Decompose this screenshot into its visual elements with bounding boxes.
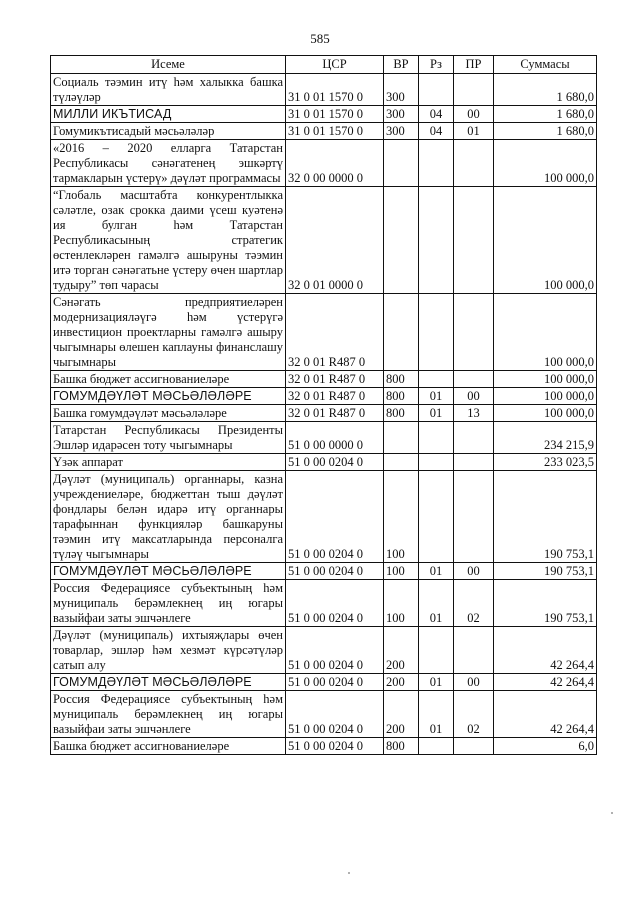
row-csr: 32 0 01 R487 0 bbox=[286, 405, 384, 422]
row-csr: 51 0 00 0000 0 bbox=[286, 422, 384, 454]
row-sum: 42 264,4 bbox=[494, 691, 597, 738]
row-pr bbox=[454, 627, 494, 674]
row-sum: 190 753,1 bbox=[494, 471, 597, 563]
row-csr: 51 0 00 0204 0 bbox=[286, 674, 384, 691]
row-csr: 31 0 01 1570 0 bbox=[286, 123, 384, 140]
budget-table bbox=[50, 55, 597, 755]
row-sum: 100 000,0 bbox=[494, 388, 597, 405]
row-sum: 1 680,0 bbox=[494, 74, 597, 106]
row-name: ГОМУМДӘҮЛӘТ МӘСЬӘЛӘЛӘРЕ bbox=[51, 563, 286, 580]
row-vr: 100 bbox=[384, 580, 419, 627]
header-sum: Суммасы bbox=[494, 56, 597, 74]
row-name: Социаль тәэмин итү һәм халыкка башка түләүләр bbox=[51, 74, 286, 106]
table-header-row bbox=[51, 56, 597, 74]
row-pr bbox=[454, 140, 494, 187]
row-vr bbox=[384, 294, 419, 371]
row-sum: 100 000,0 bbox=[494, 140, 597, 187]
row-rz: 01 bbox=[419, 563, 454, 580]
row-sum: 6,0 bbox=[494, 738, 597, 755]
row-name: Башка бюджет ассигнованиеләре bbox=[51, 371, 286, 388]
row-csr: 51 0 00 0204 0 bbox=[286, 563, 384, 580]
row-sum: 1 680,0 bbox=[494, 106, 597, 123]
row-sum: 100 000,0 bbox=[494, 405, 597, 422]
row-csr: 31 0 01 1570 0 bbox=[286, 106, 384, 123]
table-row bbox=[51, 674, 597, 691]
table-row bbox=[51, 405, 597, 422]
table-row bbox=[51, 738, 597, 755]
row-rz bbox=[419, 738, 454, 755]
table-row bbox=[51, 471, 597, 563]
row-rz: 01 bbox=[419, 691, 454, 738]
row-sum: 190 753,1 bbox=[494, 580, 597, 627]
row-name: “Глобаль масштабта конкурентлыкка сәләтле, озак срокка даими үсеш куәтенә ия булган һәм Татарстан Республикасының стратегик өстенлекләрен гамәлгә ашыруны тәэмин итә торган сәнәгатьне үстеру өчен шартлар тудыру” төп чарасы bbox=[51, 187, 286, 294]
row-sum: 100 000,0 bbox=[494, 294, 597, 371]
row-csr: 32 0 00 0000 0 bbox=[286, 140, 384, 187]
row-vr: 300 bbox=[384, 74, 419, 106]
row-pr bbox=[454, 294, 494, 371]
row-csr: 32 0 01 R487 0 bbox=[286, 388, 384, 405]
row-csr: 51 0 00 0204 0 bbox=[286, 471, 384, 563]
table-row bbox=[51, 74, 597, 106]
row-sum: 234 215,9 bbox=[494, 422, 597, 454]
row-rz bbox=[419, 471, 454, 563]
row-name: МИЛЛИ ИКЪТИСАД bbox=[51, 106, 286, 123]
table-row bbox=[51, 627, 597, 674]
row-rz bbox=[419, 627, 454, 674]
row-vr bbox=[384, 454, 419, 471]
row-sum: 233 023,5 bbox=[494, 454, 597, 471]
row-vr bbox=[384, 140, 419, 187]
row-pr: 00 bbox=[454, 674, 494, 691]
table-row bbox=[51, 187, 597, 294]
row-vr: 200 bbox=[384, 674, 419, 691]
row-rz bbox=[419, 422, 454, 454]
row-sum: 42 264,4 bbox=[494, 674, 597, 691]
row-csr: 31 0 01 1570 0 bbox=[286, 74, 384, 106]
table-row bbox=[51, 691, 597, 738]
row-name: Гомумикътисадый мәсьәләләр bbox=[51, 123, 286, 140]
row-pr bbox=[454, 738, 494, 755]
row-rz: 01 bbox=[419, 388, 454, 405]
row-csr: 51 0 00 0204 0 bbox=[286, 691, 384, 738]
table-row bbox=[51, 454, 597, 471]
row-rz: 04 bbox=[419, 123, 454, 140]
row-pr bbox=[454, 74, 494, 106]
row-rz: 01 bbox=[419, 580, 454, 627]
row-sum: 100 000,0 bbox=[494, 371, 597, 388]
row-vr: 200 bbox=[384, 691, 419, 738]
row-csr: 51 0 00 0204 0 bbox=[286, 454, 384, 471]
row-vr: 800 bbox=[384, 738, 419, 755]
row-pr bbox=[454, 371, 494, 388]
table-row bbox=[51, 371, 597, 388]
row-vr: 200 bbox=[384, 627, 419, 674]
scan-speck bbox=[348, 872, 350, 874]
row-rz bbox=[419, 187, 454, 294]
row-pr bbox=[454, 187, 494, 294]
page-number: 585 bbox=[310, 31, 330, 46]
row-name: ГОМУМДӘҮЛӘТ МӘСЬӘЛӘЛӘРЕ bbox=[51, 674, 286, 691]
row-csr: 32 0 01 R487 0 bbox=[286, 371, 384, 388]
row-pr: 02 bbox=[454, 580, 494, 627]
row-rz: 01 bbox=[419, 405, 454, 422]
row-pr bbox=[454, 454, 494, 471]
row-name: Үзәк аппарат bbox=[51, 454, 286, 471]
row-vr: 800 bbox=[384, 405, 419, 422]
row-vr: 300 bbox=[384, 106, 419, 123]
row-csr: 51 0 00 0204 0 bbox=[286, 580, 384, 627]
row-vr: 800 bbox=[384, 371, 419, 388]
table-row bbox=[51, 140, 597, 187]
header-rz: Рз bbox=[419, 56, 454, 74]
row-csr: 32 0 01 R487 0 bbox=[286, 294, 384, 371]
row-rz bbox=[419, 371, 454, 388]
row-name: ГОМУМДӘҮЛӘТ МӘСЬӘЛӘЛӘРЕ bbox=[51, 388, 286, 405]
row-name: Россия Федерациясе субъектының һәм муниципаль берәмлекнең иң югары вазыйфаи заты эшчәнлеге bbox=[51, 580, 286, 627]
table-row bbox=[51, 563, 597, 580]
table-row bbox=[51, 106, 597, 123]
table-row bbox=[51, 580, 597, 627]
row-csr: 51 0 00 0204 0 bbox=[286, 738, 384, 755]
row-pr: 00 bbox=[454, 388, 494, 405]
row-rz bbox=[419, 140, 454, 187]
row-name: Башка бюджет ассигнованиеләре bbox=[51, 738, 286, 755]
row-name: Татарстан Республикасы Президенты Эшләр идарәсен тоту чыгымнары bbox=[51, 422, 286, 454]
table-row bbox=[51, 422, 597, 454]
row-pr: 00 bbox=[454, 563, 494, 580]
row-pr bbox=[454, 471, 494, 563]
row-vr: 100 bbox=[384, 563, 419, 580]
row-sum: 42 264,4 bbox=[494, 627, 597, 674]
row-rz: 01 bbox=[419, 674, 454, 691]
row-csr: 51 0 00 0204 0 bbox=[286, 627, 384, 674]
table-row bbox=[51, 388, 597, 405]
header-csr: ЦСР bbox=[286, 56, 384, 74]
row-rz bbox=[419, 74, 454, 106]
row-name: Башка гомумдәүләт мәсьәләләре bbox=[51, 405, 286, 422]
table-row bbox=[51, 294, 597, 371]
row-name: «2016 – 2020 елларга Татарстан Республикасы сәнәгатенең эшкәртү тармакларын үстерү» дәүләт программасы bbox=[51, 140, 286, 187]
row-name: Россия Федерациясе субъектының һәм муниципаль берәмлекнең иң югары вазыйфаи заты эшчәнлеге bbox=[51, 691, 286, 738]
row-vr: 100 bbox=[384, 471, 419, 563]
row-rz bbox=[419, 294, 454, 371]
header-pr: ПР bbox=[454, 56, 494, 74]
row-rz: 04 bbox=[419, 106, 454, 123]
row-sum: 1 680,0 bbox=[494, 123, 597, 140]
row-name: Дәүләт (муниципаль) органнары, казна учреждениеләре, бюджеттан тыш дәүләт фондлары белән идарә итү органнары тарафыннан функцияләр башкаруны тәэмин итү максатларында персоналга түләү чыгымнары bbox=[51, 471, 286, 563]
row-pr: 00 bbox=[454, 106, 494, 123]
header-name: Исеме bbox=[51, 56, 286, 74]
row-rz bbox=[419, 454, 454, 471]
row-name: Сәнәгать предприятиеләрен модернизацияләүгә һәм үстерүгә инвестицион проектларны гамәлгә ашыру чыгымнары өлешен каплауны финанслашу чыгымнары bbox=[51, 294, 286, 371]
table-row bbox=[51, 123, 597, 140]
row-pr bbox=[454, 422, 494, 454]
row-pr: 13 bbox=[454, 405, 494, 422]
row-name: Дәүләт (муниципаль) ихтыяҗлары өчен товарлар, эшләр һәм хезмәт күрсәтүләр сатып алу bbox=[51, 627, 286, 674]
row-sum: 190 753,1 bbox=[494, 563, 597, 580]
row-vr: 300 bbox=[384, 123, 419, 140]
scan-speck bbox=[611, 812, 613, 814]
row-csr: 32 0 01 0000 0 bbox=[286, 187, 384, 294]
header-vr: ВР bbox=[384, 56, 419, 74]
row-vr bbox=[384, 422, 419, 454]
row-vr bbox=[384, 187, 419, 294]
row-vr: 800 bbox=[384, 388, 419, 405]
row-sum: 100 000,0 bbox=[494, 187, 597, 294]
row-pr: 02 bbox=[454, 691, 494, 738]
row-pr: 01 bbox=[454, 123, 494, 140]
